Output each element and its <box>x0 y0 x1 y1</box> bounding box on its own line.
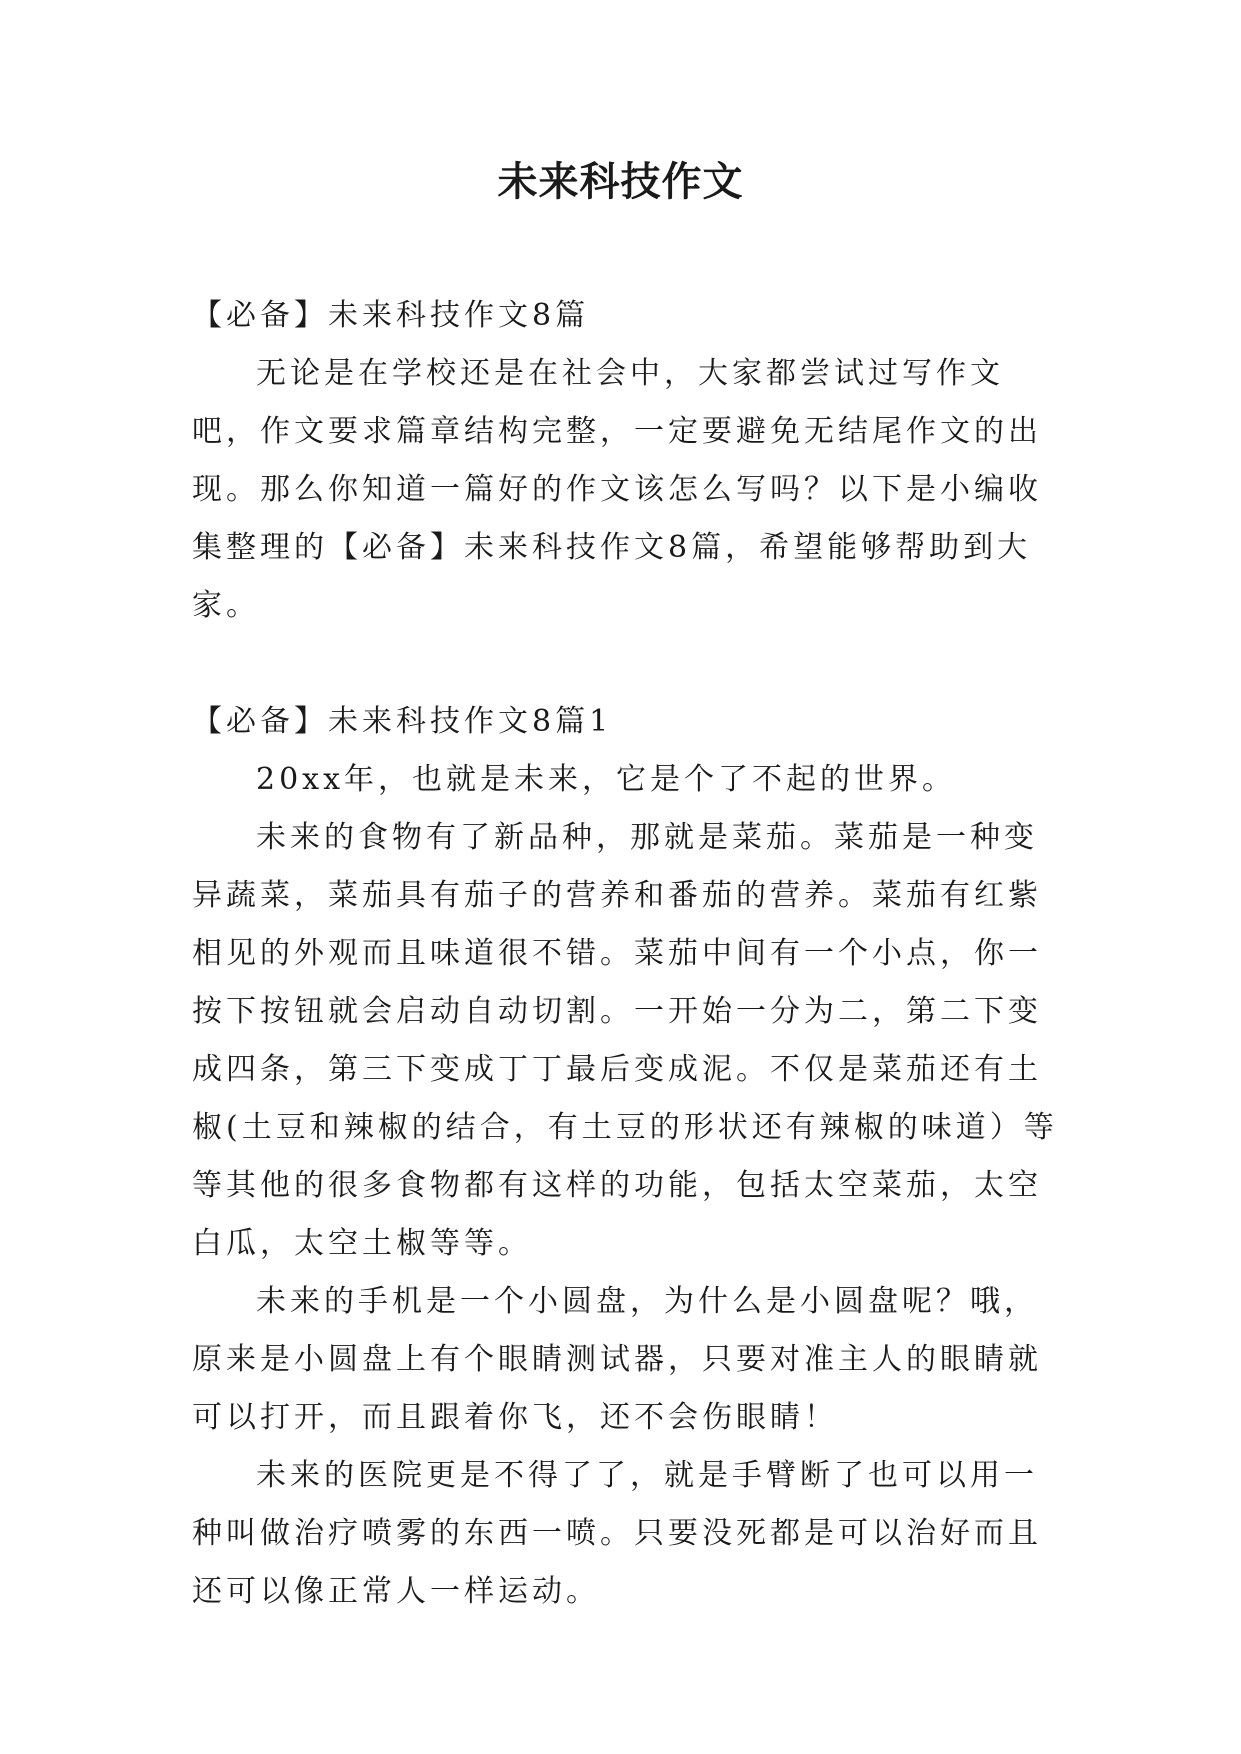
document-body <box>192 287 1058 1621</box>
page-title: 未来科技作文 <box>497 159 744 205</box>
section-spacer <box>192 635 1058 693</box>
body-paragraph: 未来的医院更是不得了了，就是手臂断了也可以用一种叫做治疗喷雾的东西一喷。只要没死都是可以治好而且还可以像正常人一样运动。 <box>192 1458 1042 1609</box>
section-heading: 【必备】未来科技作文8篇1 <box>192 704 613 739</box>
intro-heading: 【必备】未来科技作文8篇 <box>192 298 590 333</box>
intro-paragraph: 无论是在学校还是在社会中，大家都尝试过写作文吧，作文要求篇章结构完整，一定要避免无结尾作文的出现。那么你知道一篇好的作文该怎么写吗？以下是小编收集整理的【必备】未来科技作文8篇，希望能够帮助到大家。 <box>192 356 1042 623</box>
body-paragraph: 20xx年，也就是未来，它是个了不起的世界。 <box>256 762 957 797</box>
body-paragraph: 未来的手机是一个小圆盘，为什么是小圆盘呢？哦，原来是小圆盘上有个眼睛测试器，只要对准主人的眼睛就可以打开，而且跟着你飞，还不会伤眼睛！ <box>192 1284 1042 1435</box>
body-paragraph: 未来的食物有了新品种，那就是菜茄。菜茄是一种变异蔬菜，菜茄具有茄子的营养和番茄的营养。菜茄有红紫相见的外观而且味道很不错。菜茄中间有一个小点，你一按下按钮就会启动自动切割。一开始一分为二，第二下变成四条，第三下变成丁丁最后变成泥。不仅是菜茄还有土椒(土豆和辣椒的结合，有土豆的形状还有辣椒的味道）等等其他的很多食物都有这样的功能，包括太空菜茄，太空白瓜，太空土椒等等。 <box>192 820 1058 1261</box>
